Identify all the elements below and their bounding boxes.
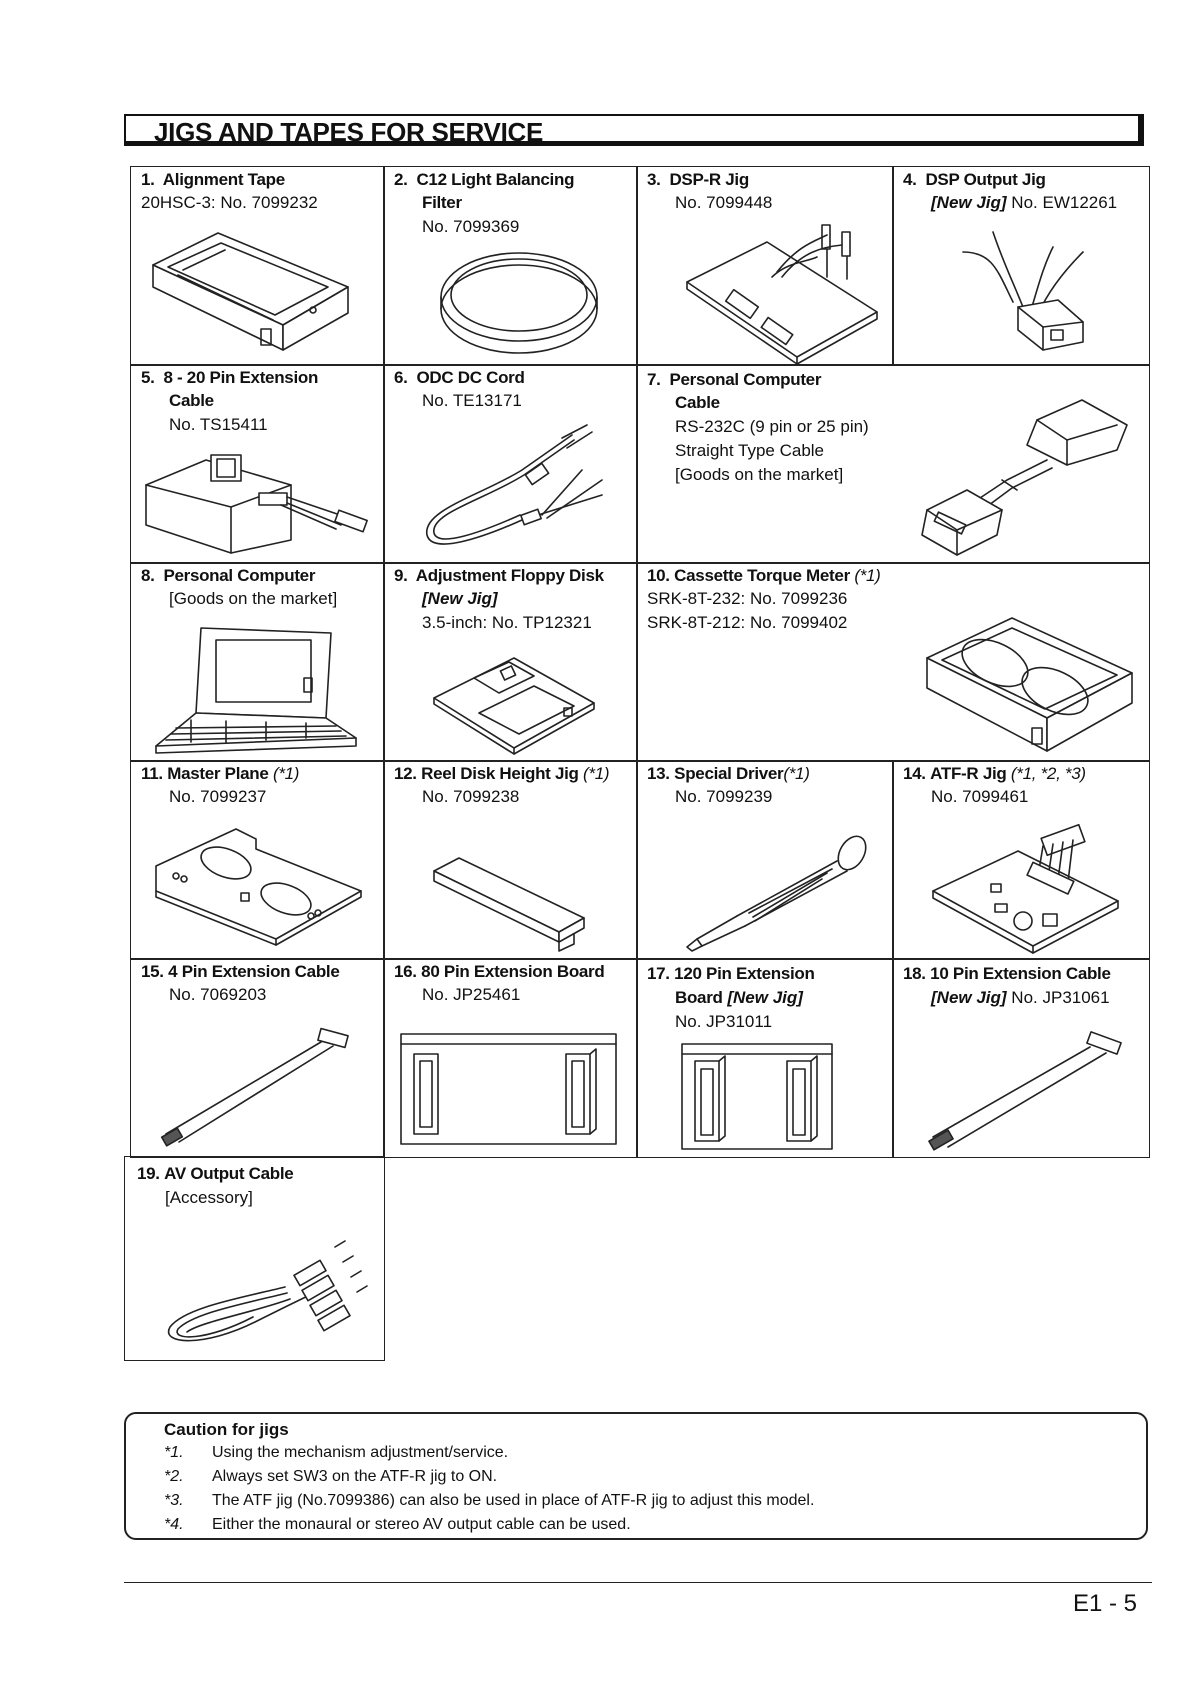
jig-cell-14 bbox=[892, 760, 1150, 960]
item-part-number: No. TS15411 bbox=[169, 415, 268, 434]
item-name: Personal Computer bbox=[669, 370, 822, 389]
jig-cell-16 bbox=[383, 958, 638, 1158]
jig-cell-8 bbox=[130, 562, 385, 762]
item-number: 4. bbox=[903, 170, 917, 189]
item-part-number: No. TE13171 bbox=[422, 391, 522, 410]
caution-note-key: *4. bbox=[164, 1516, 184, 1533]
alignment-tape-illustration bbox=[143, 225, 373, 360]
4-pin-extension-cable-illustration bbox=[151, 1024, 371, 1154]
jig-cell-1 bbox=[130, 166, 385, 366]
special-driver-illustration bbox=[667, 821, 887, 956]
caution-note-text: Either the monaural or stereo AV output cable can be used. bbox=[212, 1516, 631, 1533]
item-name: ATF-R Jig bbox=[930, 764, 1007, 783]
item-part-number: No. 7099237 bbox=[169, 787, 267, 806]
item-number: 14. bbox=[903, 764, 926, 783]
item-name: DSP-R Jig bbox=[669, 170, 749, 189]
item-name: Master Plane bbox=[167, 764, 269, 783]
caution-note-key: *3. bbox=[164, 1492, 184, 1509]
reel-disk-height-jig-illustration bbox=[424, 836, 604, 956]
caution-title: Caution for jigs bbox=[164, 1420, 289, 1439]
item-number: 6. bbox=[394, 368, 408, 387]
footer-rule bbox=[124, 1582, 1152, 1583]
item-number: 17. bbox=[647, 964, 670, 983]
jig-cell-11 bbox=[130, 760, 385, 960]
item-name: ODC DC Cord bbox=[416, 368, 525, 387]
item-name: C12 Light Balancing bbox=[416, 170, 575, 189]
pin-extension-cable-illustration bbox=[141, 445, 376, 560]
new-jig-label: [New Jig] bbox=[931, 988, 1007, 1007]
laptop-computer-illustration bbox=[146, 618, 371, 758]
caution-note-text: The ATF jig (No.7099386) can also be used in place of ATF-R jig to adjust this model. bbox=[212, 1492, 815, 1509]
caution-note-text: Always set SW3 on the ATF-R jig to ON. bbox=[212, 1468, 498, 1485]
caution-note bbox=[164, 1468, 497, 1486]
item-name: 80 Pin Extension Board bbox=[421, 962, 605, 981]
jig-cell-2 bbox=[383, 166, 638, 366]
dsp-output-jig-illustration bbox=[943, 222, 1123, 362]
light-balancing-filter-illustration bbox=[434, 247, 604, 362]
item-spec: RS-232C (9 pin or 25 pin) bbox=[675, 417, 869, 436]
item-name-line2: Cable bbox=[675, 393, 720, 412]
new-jig-label: [New Jig] bbox=[727, 988, 803, 1007]
item-name: 120 Pin Extension bbox=[674, 964, 815, 983]
item-name: 8 - 20 Pin Extension bbox=[163, 368, 319, 387]
item-number: 1. bbox=[141, 170, 155, 189]
item-type: Straight Type Cable bbox=[675, 441, 824, 460]
item-name: Adjustment Floppy Disk bbox=[415, 566, 604, 585]
item-name: 10 Pin Extension Cable bbox=[930, 964, 1111, 983]
item-part-number: SRK-8T-232: No. 7099236 bbox=[647, 589, 848, 608]
item-part-number: No. JP25461 bbox=[422, 985, 521, 1004]
item-name: Alignment Tape bbox=[162, 170, 285, 189]
jig-cell-7 bbox=[636, 364, 1150, 564]
item-name: Cassette Torque Meter bbox=[674, 566, 850, 585]
item-name-line2: Filter bbox=[422, 193, 462, 212]
caution-box bbox=[124, 1412, 1148, 1540]
item-number: 5. bbox=[141, 368, 155, 387]
jig-cell-18 bbox=[892, 958, 1150, 1158]
jig-cell-17 bbox=[636, 958, 894, 1158]
item-number: 8. bbox=[141, 566, 155, 585]
jig-cell-19 bbox=[124, 1156, 385, 1361]
item-number: 16. bbox=[394, 962, 417, 981]
item-note: (*1) bbox=[272, 764, 300, 783]
jig-cell-6 bbox=[383, 364, 638, 564]
item-part-number: No. 7099448 bbox=[675, 193, 773, 212]
item-part-number: 20HSC-3: No. 7099232 bbox=[141, 193, 318, 212]
80-pin-extension-board-illustration bbox=[396, 1029, 626, 1154]
item-accessory: [Accessory] bbox=[165, 1188, 253, 1207]
item-note: (*1, *2, *3) bbox=[1010, 764, 1086, 783]
caution-note bbox=[164, 1516, 631, 1534]
item-part-number: No. JP31061 bbox=[1011, 988, 1110, 1007]
jig-cell-13 bbox=[636, 760, 894, 960]
item-part-number: No. 7099239 bbox=[675, 787, 773, 806]
item-part-number-2: SRK-8T-212: No. 7099402 bbox=[647, 613, 848, 632]
caution-note-text: Using the mechanism adjustment/service. bbox=[212, 1444, 509, 1461]
atf-r-jig-illustration bbox=[923, 816, 1143, 956]
item-part-number: No. JP31011 bbox=[675, 1012, 773, 1031]
section-title: JIGS AND TAPES FOR SERVICE bbox=[154, 117, 544, 147]
item-name: Special Driver bbox=[674, 764, 784, 783]
item-number: 2. bbox=[394, 170, 408, 189]
item-name: Personal Computer bbox=[163, 566, 316, 585]
item-name-line2: Board bbox=[675, 988, 723, 1007]
item-number: 9. bbox=[394, 566, 408, 585]
odc-dc-cord-illustration bbox=[402, 420, 627, 560]
item-number: 19. bbox=[137, 1164, 160, 1183]
caution-note bbox=[164, 1444, 508, 1462]
item-note: (*1) bbox=[783, 764, 810, 783]
item-number: 13. bbox=[647, 764, 670, 783]
item-name: Reel Disk Height Jig bbox=[421, 764, 579, 783]
caution-note-key: *2. bbox=[164, 1468, 184, 1485]
page-number: E1 - 5 bbox=[1073, 1590, 1138, 1617]
item-number: 11. bbox=[141, 764, 163, 783]
master-plane-illustration bbox=[146, 821, 371, 956]
pc-cable-illustration bbox=[907, 390, 1142, 560]
item-part-number: No. 7099461 bbox=[931, 787, 1029, 806]
item-part-number: 3.5-inch: No. TP12321 bbox=[422, 613, 592, 632]
item-number: 12. bbox=[394, 764, 417, 783]
jig-cell-10 bbox=[636, 562, 1150, 762]
item-name: DSP Output Jig bbox=[925, 170, 1046, 189]
item-part-number: No. 7099238 bbox=[422, 787, 520, 806]
jig-cell-5 bbox=[130, 364, 385, 564]
jig-cell-12 bbox=[383, 760, 638, 960]
item-name: AV Output Cable bbox=[164, 1164, 294, 1183]
item-part-number: No. EW12261 bbox=[1011, 193, 1118, 212]
10-pin-extension-cable-illustration bbox=[918, 1029, 1138, 1154]
new-jig-label: [New Jig] bbox=[931, 193, 1007, 212]
item-number: 3. bbox=[647, 170, 661, 189]
dsp-r-jig-illustration bbox=[677, 217, 887, 365]
jig-cell-4 bbox=[892, 166, 1150, 366]
item-availability: [Goods on the market] bbox=[169, 589, 338, 608]
section-title-bar bbox=[124, 114, 1144, 146]
jig-cell-9 bbox=[383, 562, 638, 762]
torque-meter-illustration bbox=[917, 603, 1142, 758]
new-jig-label: [New Jig] bbox=[422, 589, 498, 608]
item-part-number: No. 7069203 bbox=[169, 985, 267, 1004]
120-pin-extension-board-illustration bbox=[677, 1039, 857, 1154]
jig-cell-15 bbox=[130, 958, 385, 1158]
item-part-number: No. 7099369 bbox=[422, 217, 520, 236]
av-output-cable-illustration bbox=[145, 1227, 375, 1357]
item-number: 18. bbox=[903, 964, 926, 983]
caution-note bbox=[164, 1492, 814, 1510]
jig-cell-3 bbox=[636, 166, 894, 366]
floppy-disk-illustration bbox=[424, 648, 604, 758]
caution-note-key: *1. bbox=[164, 1444, 184, 1461]
item-number: 7. bbox=[647, 370, 661, 389]
item-availability: [Goods on the market] bbox=[675, 465, 844, 484]
item-note: (*1) bbox=[854, 566, 881, 585]
item-name-line2: Cable bbox=[169, 391, 214, 410]
item-number: 10. bbox=[647, 566, 670, 585]
item-number: 15. bbox=[141, 962, 164, 981]
item-note: (*1) bbox=[583, 764, 610, 783]
item-name: 4 Pin Extension Cable bbox=[168, 962, 340, 981]
